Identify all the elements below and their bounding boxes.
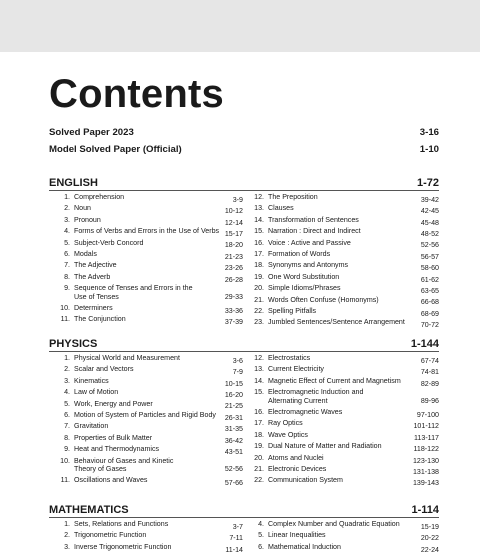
- entry-pages: 70-72: [420, 321, 439, 330]
- toc-entry[interactable]: [251, 216, 439, 227]
- toc-entry[interactable]: [57, 284, 243, 304]
- entry-title: Forms of Verbs and Errors in the Use of Verbs: [74, 227, 220, 236]
- entry-pages: 18-20: [224, 241, 243, 250]
- entry-title: Determiners: [74, 304, 113, 313]
- entry-title: The Adverb: [74, 272, 111, 281]
- entry-title: Jumbled Sentences/Sentence Arrangement: [268, 318, 405, 327]
- section-title: MATHEMATICS: [49, 504, 129, 516]
- toc-entry[interactable]: [251, 239, 439, 250]
- entry-pages: 23-26: [224, 264, 243, 273]
- entry-pages: 68-69: [420, 309, 439, 318]
- entry-pages: 43-51: [224, 448, 243, 457]
- entry-title: Motion of System of Particles and Rigid Body: [74, 410, 216, 419]
- entry-number: 11.: [60, 315, 70, 324]
- model-solved-paper-entry[interactable]: [49, 143, 439, 157]
- entry-number: 13.: [254, 204, 264, 213]
- entry-number: 7.: [64, 422, 70, 431]
- entry-number: 8.: [64, 433, 70, 442]
- toc-entry[interactable]: [57, 239, 243, 250]
- entry-number: 22.: [254, 476, 264, 485]
- toc-entry[interactable]: [57, 261, 243, 272]
- toc-entry[interactable]: [57, 400, 243, 411]
- toc-column-right: [251, 193, 439, 330]
- entry-pages: 33-36: [224, 306, 243, 315]
- section-header: [49, 176, 439, 191]
- toc-entry[interactable]: [251, 454, 439, 465]
- toc-entry[interactable]: [57, 365, 243, 376]
- entry-title: Trigonometric Function: [74, 531, 147, 540]
- toc-entry[interactable]: [57, 250, 243, 261]
- entry-number: 17.: [254, 419, 264, 428]
- section-title: ENGLISH: [49, 177, 98, 189]
- entry-number: 2.: [64, 204, 70, 213]
- section-english: [49, 176, 439, 330]
- entry-title: Complex Number and Quadratic Equation: [268, 520, 400, 528]
- entry-title: Subject-Verb Concord: [74, 238, 144, 247]
- entry-pages: 39-42: [420, 195, 439, 204]
- entry-pages: 7-9: [232, 368, 243, 377]
- toc-entry[interactable]: [57, 304, 243, 315]
- entry-title: The Conjunction: [74, 315, 126, 324]
- entry-title: Work, Energy and Power: [74, 399, 153, 408]
- section-title: PHYSICS: [49, 338, 98, 350]
- entry-pages: 3-6: [232, 356, 243, 365]
- toc-entry[interactable]: [251, 431, 439, 442]
- toc-entry[interactable]: [57, 216, 243, 227]
- entry-number: 19.: [254, 272, 264, 281]
- entry-pages: 74-81: [420, 368, 439, 377]
- toc-column-right: [251, 354, 439, 488]
- entry-number: 14.: [254, 376, 264, 385]
- entry-number: 20.: [254, 453, 264, 462]
- entry-number: 20.: [254, 284, 264, 293]
- entry-number: 23.: [254, 318, 264, 327]
- entry-pages: 52-56: [224, 465, 243, 474]
- entry-title: Magnetic Effect of Current and Magnetism: [268, 376, 401, 385]
- entry-title: Linear Inequalities: [268, 531, 326, 540]
- entry-number: 7.: [64, 261, 70, 270]
- entry-number: 2.: [64, 531, 70, 540]
- entry-pages: 15-19: [420, 522, 439, 531]
- entry-pages: 26-28: [224, 275, 243, 284]
- toc-entry[interactable]: [57, 273, 243, 284]
- entry-title: Noun: [74, 204, 91, 213]
- toc-entry[interactable]: [251, 261, 439, 272]
- entry-pages: 12-14: [224, 218, 243, 227]
- toc-entry[interactable]: [251, 419, 439, 430]
- toc-entry[interactable]: [251, 388, 439, 408]
- entry-pages: 21-23: [224, 252, 243, 261]
- entry-number: 21.: [254, 295, 264, 304]
- entry-title: One Word Substitution: [268, 272, 340, 281]
- toc-entry[interactable]: [57, 543, 243, 554]
- toc-entry[interactable]: [57, 457, 243, 477]
- entry-title: Inverse Trigonometric Function: [74, 542, 172, 551]
- entry-pages: 37-39: [224, 318, 243, 327]
- entry-pages: 66-68: [420, 298, 439, 307]
- entry-pages: 52-56: [420, 241, 439, 250]
- toc-column-left: [57, 354, 243, 488]
- entry-number: 10.: [60, 456, 70, 465]
- entry-number: 9.: [64, 284, 70, 293]
- entry-title: Electromagnetic Waves: [268, 408, 343, 417]
- entry-pages: 63-65: [420, 287, 439, 296]
- entry-title: Heat and Thermodynamics: [74, 445, 160, 454]
- toc-entry[interactable]: [57, 531, 243, 542]
- entry-pages: 101-112: [413, 422, 439, 431]
- section-pages: 1-72: [416, 177, 439, 189]
- entry-number: 15.: [254, 388, 264, 397]
- entry-title: Law of Motion: [74, 388, 119, 397]
- entry-number: 19.: [254, 442, 264, 451]
- entry-title: Comprehension: [74, 193, 125, 201]
- entry-title: Electronic Devices: [268, 465, 327, 474]
- entry-pages: 31-35: [224, 425, 243, 434]
- toc-entry[interactable]: [251, 227, 439, 238]
- section-pages: 1-144: [410, 338, 439, 350]
- toc-entry[interactable]: [251, 377, 439, 388]
- entry-number: 12.: [254, 354, 264, 362]
- entry-pages: 82-89: [420, 379, 439, 388]
- toc-entry[interactable]: [251, 476, 439, 487]
- entry-title: Synonyms and Antonyms: [268, 261, 349, 270]
- entry-title: Kinematics: [74, 376, 109, 385]
- toc-column-right: [251, 520, 439, 554]
- entry-number: 13.: [254, 365, 264, 374]
- entry-title: The Adjective: [74, 261, 117, 270]
- entry-number: 22.: [254, 306, 264, 315]
- entry-title: Communication System: [268, 476, 343, 485]
- entry-title: Simple Idioms/Phrases: [268, 284, 341, 293]
- entry-title: Words Often Confuse (Homonyms): [268, 295, 379, 304]
- entry-pages: 118-122: [413, 445, 439, 454]
- top-band: [0, 0, 480, 52]
- entry-pages: 3-16: [419, 127, 439, 138]
- entry-number: 16.: [254, 238, 264, 247]
- entry-title: Oscillations and Waves: [74, 476, 148, 485]
- entry-number: 5.: [64, 238, 70, 247]
- entry-pages: 57-66: [224, 479, 243, 488]
- entry-number: 1.: [64, 193, 70, 201]
- entry-number: 14.: [254, 215, 264, 224]
- entry-title: Formation of Words: [268, 249, 331, 258]
- toc-entry[interactable]: [251, 543, 439, 554]
- entry-number: 6.: [64, 249, 70, 258]
- section-physics: [49, 337, 439, 488]
- entry-number: 3.: [64, 215, 70, 224]
- toc-entry[interactable]: [251, 296, 439, 307]
- toc-entry[interactable]: [57, 476, 243, 487]
- entry-number: 6.: [258, 542, 264, 551]
- entry-title: Gravitation: [74, 422, 109, 431]
- section-header: [49, 337, 439, 352]
- entry-title: Clauses: [268, 204, 294, 213]
- toc-entry[interactable]: [251, 307, 439, 318]
- entry-number: 2.: [64, 365, 70, 374]
- entry-title: Spelling Pitfalls: [268, 306, 317, 315]
- entry-pages: 48-52: [420, 230, 439, 239]
- toc-entry[interactable]: [57, 354, 243, 365]
- toc-entry[interactable]: [57, 377, 243, 388]
- toc-entry[interactable]: [57, 388, 243, 399]
- entry-number: 3.: [64, 542, 70, 551]
- toc-entry[interactable]: [57, 445, 243, 456]
- entry-title: Behaviour of Gases and Kinetic Theory of Gases: [74, 456, 174, 474]
- entry-title: The Preposition: [268, 193, 318, 201]
- toc-entry[interactable]: [251, 354, 439, 365]
- entry-title: Electromagnetic Induction and Alternating Current: [268, 388, 364, 405]
- entry-pages: 15-17: [224, 230, 243, 239]
- entry-pages: 61-62: [420, 275, 439, 284]
- entry-number: 8.: [64, 272, 70, 281]
- toc-entry[interactable]: [251, 531, 439, 542]
- entry-title: Wave Optics: [268, 430, 308, 439]
- entry-pages: 10-12: [224, 207, 243, 216]
- toc-entry[interactable]: [251, 284, 439, 295]
- entry-number: 3.: [64, 376, 70, 385]
- toc-entry[interactable]: [57, 520, 243, 531]
- entry-pages: 42-45: [420, 207, 439, 216]
- entry-pages: 36-42: [224, 436, 243, 445]
- entry-title: Ray Optics: [268, 419, 303, 428]
- entry-number: 21.: [254, 465, 264, 474]
- section-pages: 1-114: [411, 504, 439, 516]
- entry-pages: 21-25: [224, 402, 243, 411]
- entry-label: Model Solved Paper (Official): [49, 144, 182, 155]
- entry-number: 6.: [64, 410, 70, 419]
- entry-number: 11.: [60, 476, 70, 485]
- entry-pages: 97-100: [416, 410, 439, 419]
- entry-pages: 10-15: [224, 379, 243, 388]
- entry-pages: 139-143: [412, 479, 439, 488]
- entry-pages: 113-117: [414, 433, 439, 442]
- entry-pages: 67-74: [420, 356, 439, 365]
- solved-paper-entry[interactable]: [49, 126, 439, 140]
- entry-title: Dual Nature of Matter and Radiation: [268, 442, 382, 451]
- toc-entry[interactable]: [57, 227, 243, 238]
- entry-pages: 26-31: [224, 413, 243, 422]
- entry-number: 5.: [64, 399, 70, 408]
- toc-entry[interactable]: [251, 204, 439, 215]
- entry-pages: 45-48: [420, 218, 439, 227]
- page-title: Contents: [49, 72, 224, 116]
- entry-pages: 22-24: [420, 545, 439, 554]
- toc-entry[interactable]: [57, 204, 243, 215]
- entry-title: Voice : Active and Passive: [268, 238, 351, 247]
- entry-title: Pronoun: [74, 215, 101, 224]
- toc-entry[interactable]: [251, 193, 439, 204]
- toc-entry[interactable]: [251, 318, 439, 329]
- entry-title: Modals: [74, 249, 97, 258]
- section-header: [49, 503, 439, 518]
- entry-pages: 20-22: [420, 534, 439, 543]
- entry-number: 1.: [64, 354, 70, 362]
- entry-title: Electrostatics: [268, 354, 311, 362]
- entry-title: Physical World and Measurement: [74, 354, 180, 362]
- toc-entry[interactable]: [251, 273, 439, 284]
- entry-title: Current Electricity: [268, 365, 324, 374]
- toc-entry[interactable]: [251, 250, 439, 261]
- entry-title: Sequence of Tenses and Errors in the Use of Tenses: [74, 284, 193, 301]
- entry-number: 12.: [254, 193, 264, 201]
- toc-entry[interactable]: [251, 465, 439, 476]
- entry-title: Transformation of Sentences: [268, 215, 359, 224]
- toc-entry[interactable]: [57, 434, 243, 445]
- entry-number: 17.: [254, 249, 264, 258]
- entry-pages: 29-33: [224, 292, 243, 301]
- entry-pages: 3-7: [232, 522, 243, 531]
- entry-pages: 7-11: [229, 534, 243, 543]
- entry-number: 4.: [64, 227, 70, 236]
- entry-title: Scalar and Vectors: [74, 365, 134, 374]
- entry-pages: 58-60: [420, 264, 439, 273]
- entry-pages: 123-130: [412, 456, 439, 465]
- entry-pages: 131-138: [412, 467, 439, 476]
- entry-number: 9.: [64, 445, 70, 454]
- section-mathematics: [49, 503, 439, 554]
- entry-number: 15.: [254, 227, 264, 236]
- entry-label: Solved Paper 2023: [49, 127, 134, 138]
- entry-title: Atoms and Nuclei: [268, 453, 324, 462]
- entry-number: 1.: [64, 520, 70, 528]
- entry-number: 16.: [254, 408, 264, 417]
- toc-entry[interactable]: [251, 520, 439, 531]
- toc-entry[interactable]: [251, 442, 439, 453]
- entry-number: 10.: [60, 304, 70, 313]
- entry-title: Properties of Bulk Matter: [74, 433, 153, 442]
- toc-entry[interactable]: [251, 365, 439, 376]
- toc-entry[interactable]: [57, 315, 243, 326]
- entry-pages: 56-57: [420, 252, 439, 261]
- entry-title: Sets, Relations and Functions: [74, 520, 169, 528]
- toc-entry[interactable]: [57, 411, 243, 422]
- entry-number: 18.: [254, 261, 264, 270]
- toc-entry[interactable]: [57, 193, 243, 204]
- entry-pages: 3-9: [232, 195, 243, 204]
- entry-number: 4.: [258, 520, 264, 528]
- toc-column-left: [57, 193, 243, 327]
- entry-pages: 1-10: [419, 144, 439, 155]
- entry-number: 4.: [64, 388, 70, 397]
- toc-entry[interactable]: [251, 408, 439, 419]
- toc-entry[interactable]: [57, 422, 243, 433]
- entry-number: 18.: [254, 430, 264, 439]
- entry-number: 5.: [258, 531, 264, 540]
- entry-title: Mathematical Induction: [268, 542, 341, 551]
- entry-pages: 89-96: [420, 396, 439, 405]
- entry-pages: 16-20: [224, 391, 243, 400]
- entry-title: Narration : Direct and Indirect: [268, 227, 361, 236]
- toc-column-left: [57, 520, 243, 554]
- entry-pages: 11-14: [225, 545, 243, 554]
